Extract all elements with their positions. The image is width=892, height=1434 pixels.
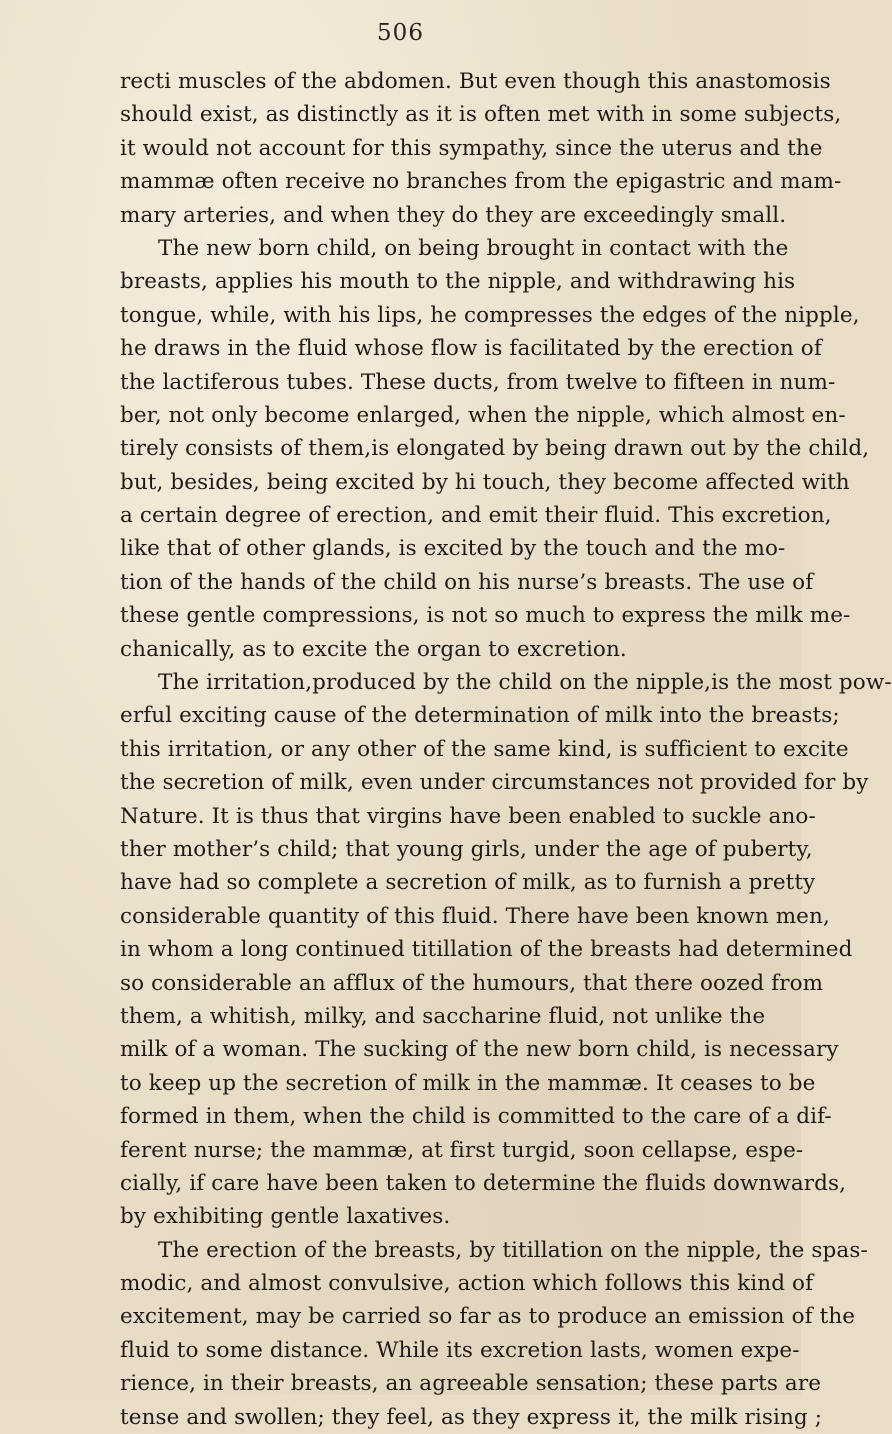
paragraph-start-line: The irritation,produced by the child on the nipple,is the most pow- <box>158 670 892 696</box>
text-line: this irritation, or any other of the same kind, is sufficient to excite <box>120 736 849 762</box>
text-line: Nature. It is thus that virgins have been enabled to suckle ano- <box>120 803 816 829</box>
text-line: so considerable an afflux of the humours, that there oozed from <box>120 970 824 996</box>
text-line: in whom a long continued titillation of the breasts had determined <box>120 937 853 963</box>
text-line: but, besides, being excited by hi touch, they become affected with <box>120 469 850 495</box>
text-line: ferent nurse; the mammæ, at first turgid, soon cellapse, espe- <box>120 1137 804 1163</box>
text-line: a certain degree of erection, and emit their fluid. This excretion, <box>120 503 832 529</box>
text-line: rience, in their breasts, an agreeable sensation; these parts are <box>120 1371 822 1397</box>
text-line: considerable quantity of this fluid. There have been known men, <box>120 903 830 929</box>
text-line: mammæ often receive no branches from the epigastric and mam- <box>120 169 842 195</box>
text-line: them, a whitish, milky, and saccharine fluid, not unlike the <box>120 1003 766 1029</box>
text-line: modic, and almost convulsive, action which follows this kind of <box>120 1271 814 1297</box>
text-line: cially, if care have been taken to determine the fluids downwards, <box>120 1170 847 1196</box>
text-line: breasts, applies his mouth to the nipple, and withdrawing his <box>120 269 796 295</box>
text-line: tense and swollen; they feel, as they express it, the milk rising ; <box>120 1404 823 1430</box>
text-line: tirely consists of them,is elongated by being drawn out by the child, <box>120 436 870 462</box>
text-line: erful exciting cause of the determination of milk into the breasts; <box>120 703 840 729</box>
page-number: 506 <box>377 20 424 46</box>
text-line: he draws in the fluid whose flow is facilitated by the erection of <box>120 336 822 362</box>
text-line: fluid to some distance. While its excretion lasts, women expe- <box>120 1337 800 1363</box>
paragraph-start-line: The erection of the breasts, by titillation on the nipple, the spas- <box>158 1237 868 1263</box>
text-line: ther mother’s child; that young girls, under the age of puberty, <box>120 836 813 862</box>
text-line: formed in them, when the child is committed to the care of a dif- <box>120 1104 832 1130</box>
text-line: mary arteries, and when they do they are exceedingly small. <box>120 202 787 228</box>
text-line: have had so complete a secretion of milk, as to furnish a pretty <box>120 870 816 896</box>
text-line: chanically, as to excite the organ to excretion. <box>120 636 627 662</box>
text-line: excitement, may be carried so far as to produce an emission of the <box>120 1304 856 1330</box>
body-text <box>120 65 892 1434</box>
paragraph-start-line: The new born child, on being brought in contact with the <box>158 235 789 261</box>
text-line: ber, not only become enlarged, when the nipple, which almost en- <box>120 402 846 428</box>
text-line: it would not account for this sympathy, since the uterus and the <box>120 135 823 161</box>
text-line: these gentle compressions, is not so much to express the milk me- <box>120 603 851 629</box>
text-line: milk of a woman. The sucking of the new born child, is necessary <box>120 1037 839 1063</box>
text-line: tion of the hands of the child on his nurse’s breasts. The use of <box>120 569 814 595</box>
text-line: tongue, while, with his lips, he compresses the edges of the nipple, <box>120 302 860 328</box>
text-line: should exist, as distinctly as it is often met with in some subjects, <box>120 102 842 128</box>
text-line: recti muscles of the abdomen. But even though this anastomosis <box>120 69 831 94</box>
text-line: by exhibiting gentle laxatives. <box>120 1204 451 1230</box>
text-line: the lactiferous tubes. These ducts, from twelve to fifteen in num- <box>120 369 836 395</box>
text-line: to keep up the secretion of milk in the mammæ. It ceases to be <box>120 1070 816 1096</box>
text-line: like that of other glands, is excited by the touch and the mo- <box>120 536 786 562</box>
text-line: the secretion of milk, even under circumstances not provided for by <box>120 770 869 796</box>
